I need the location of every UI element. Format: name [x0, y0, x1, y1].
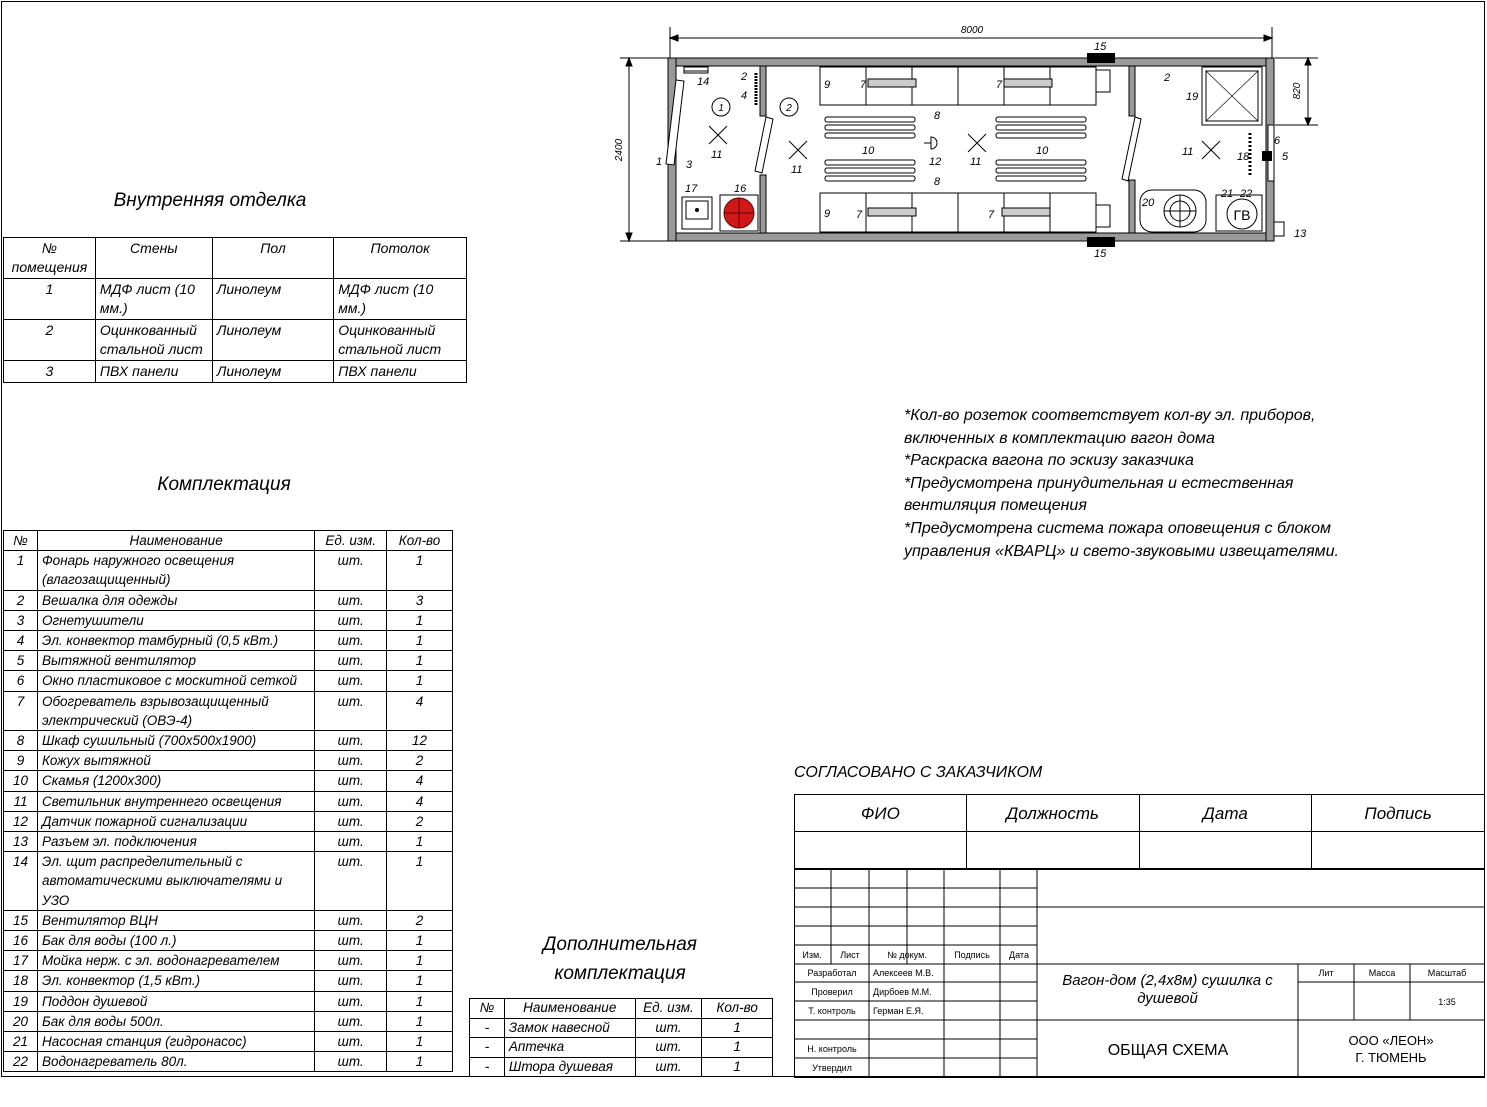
kit-row	[4, 1052, 453, 1072]
kit-name: Вентилятор ВЦН	[37, 910, 314, 930]
room-number-1: 1	[718, 103, 724, 114]
extra-cell: шт.	[635, 1057, 702, 1077]
interior-cell: ПВХ панели	[334, 361, 467, 383]
extra-cell: 1	[702, 1057, 773, 1077]
approval-header: Должность	[966, 795, 1139, 832]
kit-unit: шт.	[315, 811, 387, 831]
label-item-7-a: 7	[860, 79, 867, 91]
extra-header: Кол-во	[702, 999, 773, 1019]
extra-cell: -	[470, 1018, 505, 1038]
label-item-1: 1	[656, 156, 663, 168]
kit-name: Водонагреватель 80л.	[37, 1052, 314, 1072]
kit-row	[4, 631, 453, 651]
stamp-col-header: Изм.	[802, 950, 822, 960]
kit-number: 12	[4, 811, 38, 831]
room-number-2: 2	[786, 103, 792, 114]
kit-table	[3, 530, 453, 1072]
kit-number: 8	[4, 731, 38, 751]
extra-cell: Штора душевая	[504, 1057, 635, 1077]
interior-row	[4, 320, 467, 361]
label-item-20: 20	[1142, 197, 1155, 209]
label-item-6: 6	[1274, 135, 1281, 147]
kit-qty: 2	[387, 751, 453, 771]
kit-row	[4, 852, 453, 911]
label-item-4: 4	[741, 90, 748, 102]
kit-number: 2	[4, 590, 38, 610]
kit-name: Вытяжной вентилятор	[37, 651, 314, 671]
kit-name: Мойка нерж. с эл. водонагревателем	[37, 951, 314, 971]
kit-row	[4, 771, 453, 791]
extra-header-row	[470, 999, 773, 1019]
label-item-11-a: 11	[711, 149, 723, 161]
kit-qty: 1	[387, 610, 453, 630]
interior-header: Потолок	[334, 238, 467, 279]
kit-row	[4, 1011, 453, 1031]
extra-header: Ед. изм.	[635, 999, 702, 1019]
kit-number: 21	[4, 1032, 38, 1052]
interior-cell: 1	[4, 279, 96, 320]
kit-unit: шт.	[315, 771, 387, 791]
kit-header: №	[4, 531, 38, 551]
interior-header: № помещения	[4, 238, 96, 279]
stamp-lit-label: Лит	[1318, 968, 1334, 978]
kit-number: 17	[4, 951, 38, 971]
kit-unit: шт.	[315, 731, 387, 751]
notes	[904, 405, 1344, 563]
stamp-org-name: ООО «ЛЕОН»	[1348, 1033, 1434, 1048]
label-item-7-c: 7	[856, 209, 863, 221]
kit-unit: шт.	[315, 832, 387, 852]
stamp-person: Герман Е.Я.	[873, 1006, 924, 1016]
label-item-2-a: 2	[741, 71, 748, 83]
kit-name: Эл. конвектор тамбурный (0,5 кВт.)	[37, 631, 314, 651]
approval-header: Подпись	[1312, 795, 1485, 832]
kit-row	[4, 751, 453, 771]
kit-unit: шт.	[315, 751, 387, 771]
approval-cell	[966, 832, 1139, 869]
approval-title: СОГЛАСОВАНО С ЗАКАЗЧИКОМ	[794, 764, 1043, 781]
kit-number: 9	[4, 751, 38, 771]
extra-cell: Замок навесной	[504, 1018, 635, 1038]
interior-cell: 2	[4, 320, 96, 361]
boiler-label: ГВ	[1233, 207, 1251, 223]
stamp-title: Вагон-дом (2,4х8м) сушилка с душевой	[1062, 972, 1273, 1007]
label-item-9-b: 9	[824, 208, 831, 220]
extra-title: Дополнительная комплектация	[543, 934, 697, 984]
label-item-14: 14	[697, 76, 710, 88]
extra-row	[470, 1018, 773, 1038]
kit-qty: 1	[387, 1052, 453, 1072]
kit-unit: шт.	[315, 590, 387, 610]
kit-header: Наименование	[37, 531, 314, 551]
kit-number: 19	[4, 991, 38, 1011]
kit-qty: 4	[387, 791, 453, 811]
kit-row	[4, 590, 453, 610]
kit-name: Огнетушители	[37, 610, 314, 630]
interior-cell: Линолеум	[212, 361, 333, 383]
kit-unit: шт.	[315, 991, 387, 1011]
kit-number: 7	[4, 691, 38, 730]
kit-qty: 1	[387, 832, 453, 852]
kit-name: Шкаф сушильный (700х500х1900)	[37, 731, 314, 751]
label-item-19: 19	[1186, 91, 1199, 103]
interior-cell: Оцинкованный стальной лист	[95, 320, 212, 361]
stamp-person: Дирбоев М.М.	[873, 987, 932, 997]
kit-number: 13	[4, 832, 38, 852]
label-item-8-b: 8	[934, 176, 941, 188]
extra-cell: шт.	[635, 1018, 702, 1038]
stamp-role: Разработал	[807, 968, 857, 978]
kit-number: 16	[4, 931, 38, 951]
kit-qty: 1	[387, 651, 453, 671]
kit-name: Фонарь наружного освещения (влагозащищенный)	[37, 551, 314, 590]
kit-number: 5	[4, 651, 38, 671]
label-item-11-c: 11	[970, 156, 982, 168]
interior-cell: МДФ лист (10 мм.)	[334, 279, 467, 320]
kit-name: Кожух вытяжной	[37, 751, 314, 771]
kit-number: 11	[4, 791, 38, 811]
kit-unit: шт.	[315, 671, 387, 691]
kit-name: Поддон душевой	[37, 991, 314, 1011]
kit-unit: шт.	[315, 631, 387, 651]
label-item-15-b: 15	[1094, 248, 1107, 260]
kit-row	[4, 610, 453, 630]
kit-header: Кол-во	[387, 531, 453, 551]
extra-cell: 1	[702, 1018, 773, 1038]
kit-name: Бак для воды (100 л.)	[37, 931, 314, 951]
kit-unit: шт.	[315, 1052, 387, 1072]
kit-row	[4, 731, 453, 751]
stamp-role: Утвердил	[812, 1063, 852, 1073]
kit-row	[4, 951, 453, 971]
kit-unit: шт.	[315, 691, 387, 730]
approval-cell	[795, 832, 967, 869]
kit-number: 1	[4, 551, 38, 590]
stamp-scale-label: Масштаб	[1427, 968, 1467, 978]
kit-row	[4, 1032, 453, 1052]
stamp-role: Проверил	[811, 987, 853, 997]
approval-header: Дата	[1139, 795, 1312, 832]
label-item-5: 5	[1282, 151, 1289, 163]
kit-name: Бак для воды 500л.	[37, 1011, 314, 1031]
kit-number: 20	[4, 1011, 38, 1031]
note-line: *Предусмотрена система пожара оповещения с блоком управления «КВАРЦ» и свето-звуковыми извещателями.	[904, 519, 1339, 560]
extra-cell: -	[470, 1057, 505, 1077]
kit-unit: шт.	[315, 971, 387, 991]
kit-title: Комплектация	[157, 474, 291, 495]
kit-qty: 1	[387, 971, 453, 991]
kit-unit: шт.	[315, 931, 387, 951]
kit-qty: 1	[387, 991, 453, 1011]
label-item-10-b: 10	[1036, 145, 1049, 157]
approval-cell	[1139, 832, 1312, 869]
stamp-mass-label: Масса	[1368, 968, 1396, 978]
kit-name: Вешалка для одежды	[37, 590, 314, 610]
kit-unit: шт.	[315, 651, 387, 671]
extra-cell: шт.	[635, 1038, 702, 1058]
label-item-7-d: 7	[988, 209, 995, 221]
interior-row	[4, 279, 467, 320]
interior-cell: Линолеум	[212, 320, 333, 361]
kit-qty: 1	[387, 931, 453, 951]
kit-number: 10	[4, 771, 38, 791]
stamp-role: Н. контроль	[807, 1044, 857, 1054]
kit-row	[4, 671, 453, 691]
kit-row	[4, 651, 453, 671]
interior-title: Внутренняя отделка	[113, 190, 307, 211]
interior-header: Пол	[212, 238, 333, 279]
kit-unit: шт.	[315, 1011, 387, 1031]
kit-qty: 2	[387, 910, 453, 930]
kit-unit: шт.	[315, 551, 387, 590]
title-block	[794, 869, 1485, 1078]
stamp-org-city: Г. ТЮМЕНЬ	[1355, 1050, 1427, 1065]
kit-unit: шт.	[315, 910, 387, 930]
extra-cell: Аптечка	[504, 1038, 635, 1058]
kit-header-row	[4, 531, 453, 551]
label-item-11-b: 11	[791, 164, 803, 176]
kit-name: Насосная станция (гидронасос)	[37, 1032, 314, 1052]
note-line: *Раскраска вагона по эскизу заказчика	[904, 452, 1194, 470]
kit-row	[4, 931, 453, 951]
extra-header: Наименование	[504, 999, 635, 1019]
label-item-16: 16	[734, 183, 747, 195]
kit-number: 22	[4, 1052, 38, 1072]
kit-qty: 1	[387, 852, 453, 911]
kit-row	[4, 832, 453, 852]
floor-plan	[600, 15, 1320, 285]
label-item-13: 13	[1294, 228, 1307, 240]
extra-cell: -	[470, 1038, 505, 1058]
label-item-11-d: 11	[1182, 146, 1194, 158]
kit-row	[4, 691, 453, 730]
label-item-12: 12	[929, 156, 942, 168]
interior-table	[3, 237, 467, 383]
kit-unit: шт.	[315, 852, 387, 911]
kit-number: 18	[4, 971, 38, 991]
kit-qty: 4	[387, 771, 453, 791]
stamp-scale: 1:35	[1438, 997, 1456, 1007]
kit-qty: 3	[387, 590, 453, 610]
kit-row	[4, 991, 453, 1011]
kit-name: Скамья (1200х300)	[37, 771, 314, 791]
extra-table	[469, 998, 773, 1077]
interior-cell: МДФ лист (10 мм.)	[95, 279, 212, 320]
kit-unit: шт.	[315, 610, 387, 630]
stamp-col-header: Лист	[840, 950, 860, 960]
kit-header: Ед. изм.	[315, 531, 387, 551]
kit-number: 14	[4, 852, 38, 911]
kit-qty: 1	[387, 631, 453, 651]
label-item-18: 18	[1237, 151, 1250, 163]
label-item-15-a: 15	[1094, 41, 1107, 53]
label-item-22: 22	[1240, 188, 1253, 200]
stamp-scheme: ОБЩАЯ СХЕМА	[1107, 1042, 1229, 1059]
approval-header: ФИО	[795, 795, 967, 832]
approval-header-row	[795, 795, 1485, 832]
kit-qty: 12	[387, 731, 453, 751]
stamp-col-header: Дата	[1009, 950, 1029, 960]
label-item-10-a: 10	[862, 145, 875, 157]
kit-qty: 1	[387, 1032, 453, 1052]
kit-row	[4, 551, 453, 590]
label-item-8-a: 8	[934, 110, 941, 122]
kit-name: Эл. конвектор (1,5 кВт.)	[37, 971, 314, 991]
interior-cell: Линолеум	[212, 279, 333, 320]
label-item-9-a: 9	[824, 79, 831, 91]
kit-name: Разъем эл. подключения	[37, 832, 314, 852]
kit-qty: 1	[387, 551, 453, 590]
kit-number: 6	[4, 671, 38, 691]
interior-row	[4, 361, 467, 383]
label-item-17: 17	[685, 183, 698, 195]
dim-length: 8000	[960, 25, 984, 36]
kit-unit: шт.	[315, 951, 387, 971]
kit-unit: шт.	[315, 791, 387, 811]
label-item-3: 3	[686, 159, 693, 171]
stamp-col-header: Подпись	[954, 950, 990, 960]
dim-window: 820	[1292, 82, 1303, 100]
interior-cell: 3	[4, 361, 96, 383]
kit-qty: 4	[387, 691, 453, 730]
kit-name: Светильник внутреннего освещения	[37, 791, 314, 811]
kit-row	[4, 791, 453, 811]
kit-number: 15	[4, 910, 38, 930]
stamp-col-header: № докум.	[887, 950, 927, 960]
label-item-7-b: 7	[996, 79, 1003, 91]
approval-table	[794, 794, 1485, 869]
kit-name: Датчик пожарной сигнализации	[37, 811, 314, 831]
interior-header-row	[4, 238, 467, 279]
extra-header: №	[470, 999, 505, 1019]
kit-row	[4, 811, 453, 831]
kit-qty: 1	[387, 1011, 453, 1031]
kit-qty: 1	[387, 951, 453, 971]
label-item-2-b: 2	[1164, 72, 1171, 84]
approval-cell	[1312, 832, 1485, 869]
kit-name: Окно пластиковое с москитной сеткой	[37, 671, 314, 691]
kit-number: 3	[4, 610, 38, 630]
stamp-person: Алексеев М.В.	[873, 968, 934, 978]
extra-row	[470, 1038, 773, 1058]
interior-cell: Оцинкованный стальной лист	[334, 320, 467, 361]
approval-empty-row	[795, 832, 1485, 869]
kit-name: Эл. щит распределительный с автоматическими выключателями и УЗО	[37, 852, 314, 911]
label-item-21: 21	[1221, 188, 1234, 200]
note-line: *Предусмотрена принудительная и естественная вентиляция помещения	[904, 474, 1294, 515]
kit-name: Обогреватель взрывозащищенный электрический (ОВЭ-4)	[37, 691, 314, 730]
kit-row	[4, 971, 453, 991]
kit-unit: шт.	[315, 1032, 387, 1052]
extra-cell: 1	[702, 1038, 773, 1058]
interior-header: Стены	[95, 238, 212, 279]
dim-width: 2400	[614, 138, 625, 162]
kit-qty: 2	[387, 811, 453, 831]
note-line: *Кол-во розеток соответствует кол-ву эл. приборов, включенных в комплектацию вагон дома	[904, 407, 1316, 447]
kit-row	[4, 910, 453, 930]
extra-row	[470, 1057, 773, 1077]
kit-qty: 1	[387, 671, 453, 691]
kit-number: 4	[4, 631, 38, 651]
stamp-role: Т. контроль	[808, 1006, 856, 1016]
interior-cell: ПВХ панели	[95, 361, 212, 383]
